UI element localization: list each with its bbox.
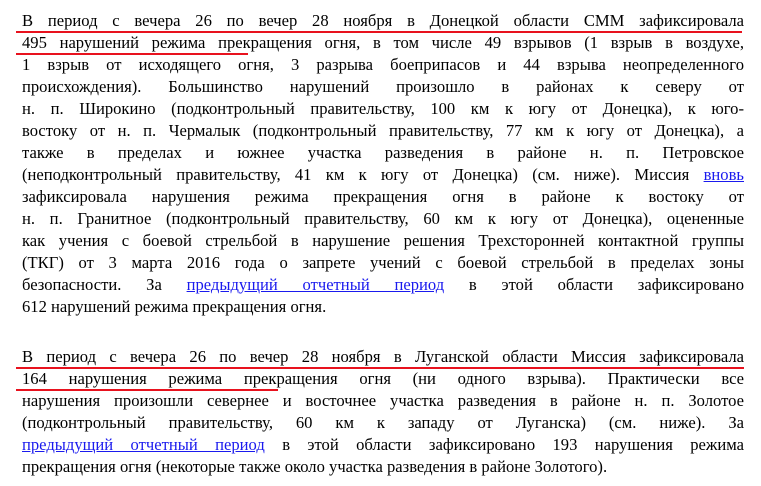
text-line: (подконтрольный правительству, 60 км к западу от Луганска) (см. ниже). За xyxy=(22,413,744,432)
text-line-with-link xyxy=(22,434,744,456)
text-line: (ТКГ) от 3 марта 2016 года о запрете учений с боевой стрельбой в пределах зоны xyxy=(22,253,744,272)
text-line: 495 нарушений режима прекращения огня, в том числе 49 взрывов (1 взрыв в воздухе, xyxy=(22,33,744,52)
text-line: В период с вечера 26 по вечер 28 ноября в Луганской области Миссия зафиксировала xyxy=(22,347,744,366)
text-line-with-link xyxy=(22,274,744,296)
highlight-underline xyxy=(16,367,744,369)
link-vnov[interactable]: вновь xyxy=(703,165,744,184)
text-line: прекращения огня (некоторые также около участка разведения в районе Золотого). xyxy=(22,457,608,476)
text-line: зафиксировала нарушения режима прекращения огня в районе к востоку от xyxy=(22,187,744,206)
text-line: нарушения произошли севернее и восточнее участка разведения в районе н. п. Золотое xyxy=(22,391,744,410)
text-line: н. п. Гранитное (подконтрольный правительству, 60 км к югу от Донецка), оцененные xyxy=(22,209,744,228)
text-segment: в этой области зафиксировано xyxy=(468,275,744,294)
text-line: востоку от н. п. Чермалык (подконтрольный правительству, 77 км к югу от Донецка), а xyxy=(22,121,744,140)
text-line-with-link xyxy=(22,164,744,186)
text-segment: (неподконтрольный правительству, 41 км к югу от Донецка) (см. ниже). Миссия xyxy=(22,165,690,184)
link-previous-period[interactable]: предыдущий отчетный период xyxy=(22,435,265,454)
highlight-underline xyxy=(16,53,248,55)
text-line: как учения с боевой стрельбой в нарушение решения Трехсторонней контактной группы xyxy=(22,231,744,250)
text-line: 1 взрыв от исходящего огня, 3 разрыва боеприпасов и 44 взрыва неопределенного xyxy=(22,55,744,74)
text-segment: в этой области зафиксировано 193 нарушения режима xyxy=(282,435,744,454)
text-line: н. п. Широкино (подконтрольный правительству, 100 км к югу от Донецка), к юго- xyxy=(22,99,744,118)
text-line: 164 нарушения режима прекращения огня (ни одного взрыва). Практически все xyxy=(22,369,744,388)
highlight-underline xyxy=(16,389,278,391)
link-previous-period[interactable]: предыдущий отчетный период xyxy=(186,275,445,294)
text-line: происхождения). Большинство нарушений произошло в районах к северу от xyxy=(22,77,744,96)
text-line: 612 нарушений режима прекращения огня. xyxy=(22,297,327,316)
text-segment: безопасности. За xyxy=(22,275,162,294)
text-line: В период с вечера 26 по вечер 28 ноября в Донецкой области СММ зафиксировала xyxy=(22,11,744,30)
text-line: также в пределах и южнее участка разведения в районе н. п. Петровское xyxy=(22,143,744,162)
highlight-underline xyxy=(16,31,742,33)
